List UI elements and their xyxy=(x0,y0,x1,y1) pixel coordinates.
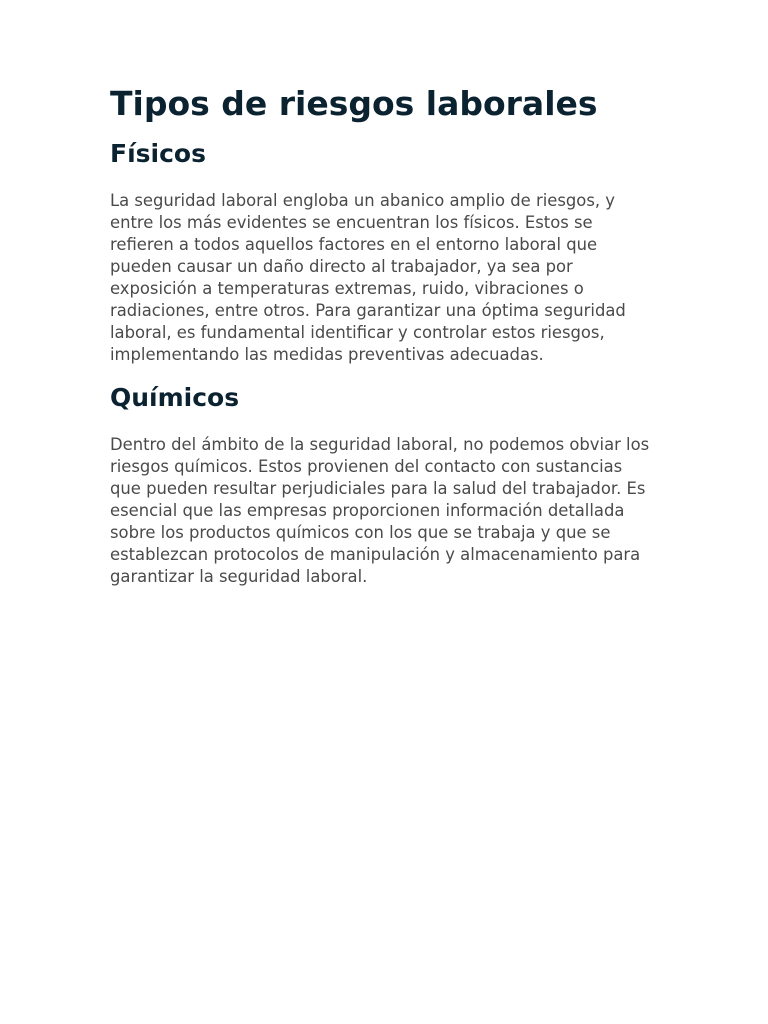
section-paragraph: Dentro del ámbito de la seguridad laboral, no podemos obviar los riesgos químicos. Estos provienen del contacto con sustancias que pueden resultar perjudiciales para la salud del trabajador. Es esencial que las empresas proporcionen información detallada sobre los productos químicos con los que se trabaja y que se establezcan protocolos de manipulación y almacenamiento para garantizar la seguridad laboral. xyxy=(110,435,650,586)
section-heading: Físicos xyxy=(110,139,206,168)
section-paragraph: La seguridad laboral engloba un abanico amplio de riesgos, y entre los más evidentes se encuentran los físicos. Estos se refieren a todos aquellos factores en el entorno laboral que pueden causar un daño directo al trabajador, ya sea por exposición a temperaturas extremas, ruido, vibraciones o radiaciones, entre otros. Para garantizar una óptima seguridad laboral, es fundamental identificar y controlar estos riesgos, implementando las medidas preventivas adecuadas. xyxy=(110,191,626,364)
section-fisicos xyxy=(110,138,658,366)
section-quimicos xyxy=(110,382,658,588)
page-title: Tipos de riesgos laborales xyxy=(110,84,598,123)
section-heading: Químicos xyxy=(110,383,240,412)
